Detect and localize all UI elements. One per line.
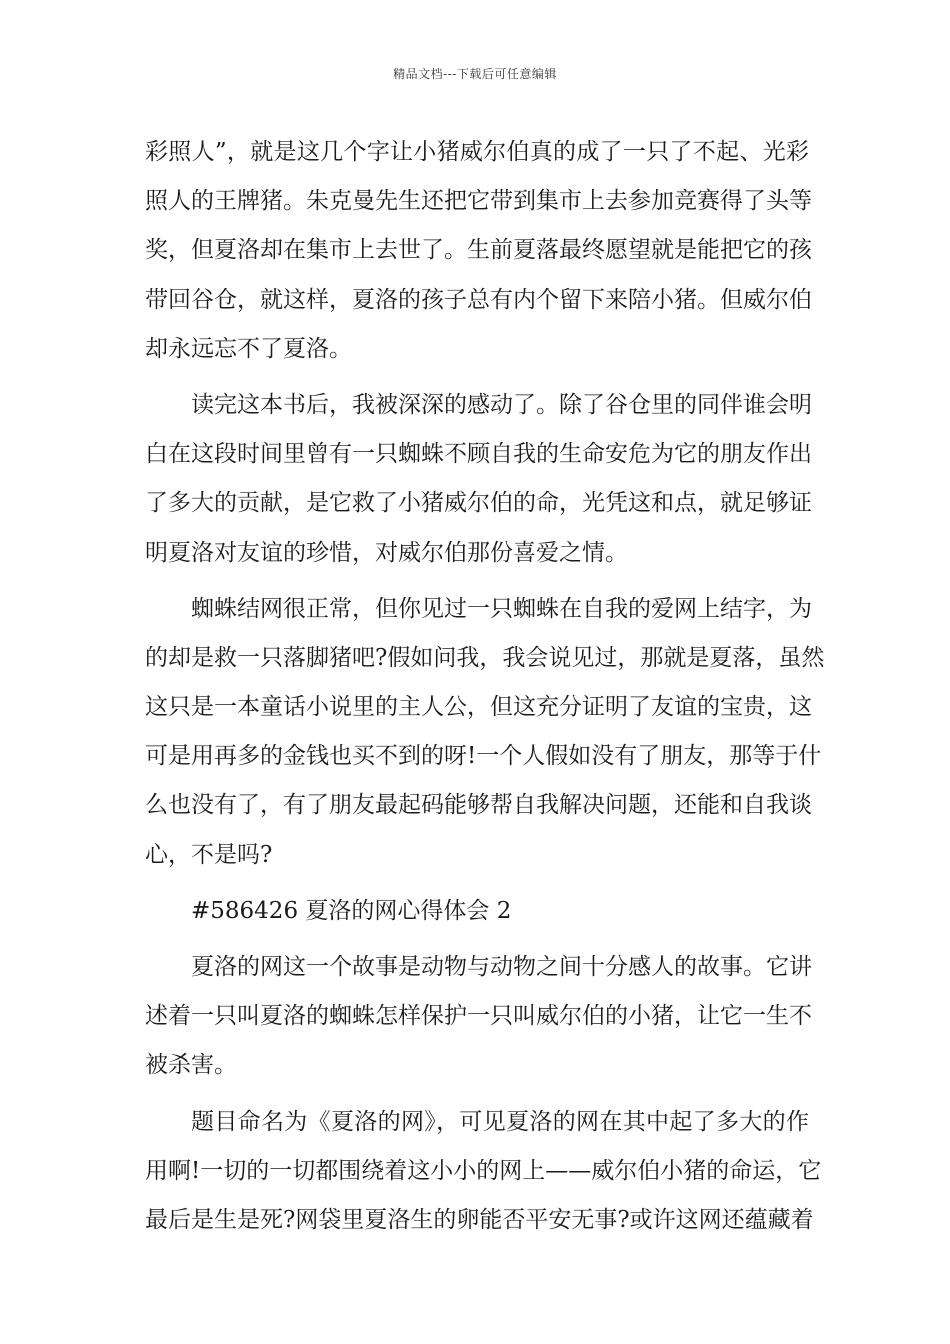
section-heading: #586426 夏洛的网心得体会 2 [191,897,512,924]
paragraph [145,1098,822,1246]
text-line: 了多大的贡献，是它救了小猪威尔伯的命，光凭这和点，就足够证 [145,490,812,517]
text-line: 白在这段时间里曾有一只蜘蛛不顾自我的生命安危为它的朋友作出 [145,441,812,468]
text-line: 最后是生是死?网袋里夏洛生的卵能否平安无事?或许这网还蕴藏着 [145,1206,814,1233]
text-line: 却永远忘不了夏洛。 [145,335,352,362]
text-line: 么也没有了，有了朋友最起码能够帮自我解决问题，还能和自我谈 [145,792,812,819]
text-line: 述着一只叫夏洛的蜘蛛怎样保护一只叫威尔伯的小猪，让它一生不 [145,1003,812,1030]
text-line: 被杀害。 [145,1052,237,1079]
text-line: 照人的王牌猪。朱克曼先生还把它带到集市上去参加竞赛得了头等 [145,188,812,215]
text-line: 蜘蛛结网很正常，但你见过一只蜘蛛在自我的爱网上结字，为 [191,595,812,622]
text-line: 彩照人”，就是这几个字让小猪威尔伯真的成了一只了不起、光彩 [145,139,809,165]
text-line: 题目命名为《夏洛的网》，可见夏洛的网在其中起了多大的作 [191,1108,809,1135]
text-line: 夏洛的网这一个故事是动物与动物之间十分感人的故事。它讲 [191,954,812,980]
document-body [145,128,825,1245]
text-line: 奖，但夏洛却在集市上去世了。生前夏落最终愿望就是能把它的孩 [145,237,812,264]
text-line: 这只是一本童话小说里的主人公，但这充分证明了友谊的宝贵，这 [145,694,812,721]
paragraph [145,943,812,1091]
text-line: 心，不是吗? [145,841,273,868]
text-line: 明夏洛对友谊的珍惜，对威尔伯那份喜爱之情。 [145,539,628,566]
text-line: 可是用再多的金钱也买不到的呀!一个人假如没有了朋友，那等于什 [145,743,822,770]
paragraph [145,887,809,936]
paragraph [145,381,812,578]
page-header: 精品文档---下载后可任意编辑 [393,67,557,81]
paragraph [145,128,812,374]
paragraph [145,585,825,880]
text-line: 带回谷仓，就这样，夏洛的孩子总有内个留下来陪小猪。但威尔伯 [145,286,812,313]
text-line: 的却是救一只落脚猪吧?假如问我，我会说见过，那就是夏落，虽然 [145,644,825,671]
text-line: 用啊!一切的一切都围绕着这小小的网上——威尔伯小猪的命运，它 [145,1157,822,1184]
text-line: 读完这本书后，我被深深的感动了。除了谷仓里的同伴谁会明 [191,391,812,418]
